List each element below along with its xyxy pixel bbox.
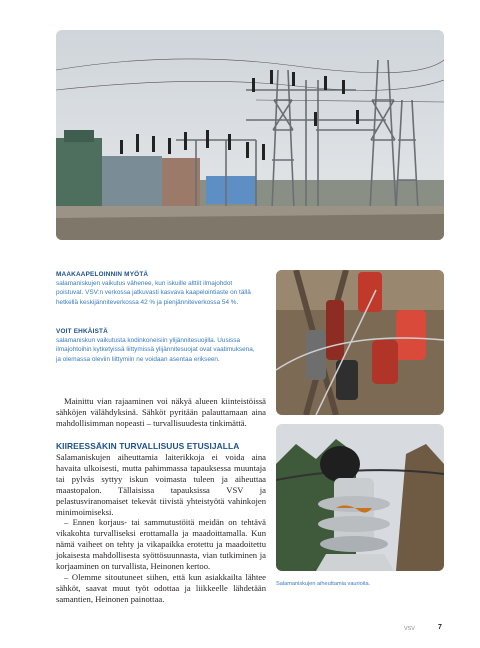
substation-photo [56, 30, 444, 240]
footer-org: VSV [404, 626, 415, 632]
page-number: 7 [438, 624, 442, 631]
paragraph: – Ennen korjaus- tai sammutustöitä meidän on tehtävä vikakohta turvalliseksi erottamalla ja maadoittamalla. Kun nämä vaiheet on tehty ja vikapaikka erotettu ja maadoitettu jokaisesta mahdollisesta syöttösuunnasta, vian tutkiminen ja korjaaminen on turvallista, Heinonen kertoo. [56, 517, 266, 572]
paragraph: – Olemme sitoutuneet siihen, että kun asiakkailta lähtee sähköt, saavat muut työt odottaa ja liikkeelle lähdetään samantien, Heinonen painottaa. [56, 571, 266, 604]
info-box-cabling [56, 271, 256, 307]
info-box-text: salamaniskujen vaikutus vähenee, kun iskuille alttiit ilmajohdot poistuvat. VSV:n verkossa jatkuvasti kasvava kaapelointiaste on tällä hetkellä keskijänniteverkossa 42 % ja pienjänniteverkossa 54 %. [56, 280, 251, 306]
paragraph: Mainittu vian rajaaminen voi näkyä alueen kiinteistöissä sähköjen välähdyksinä. Sähköt pyritään palauttamaan aina mahdollisimman nopeasti – turvallisuudesta tinkimättä. [56, 396, 266, 428]
surge-arrester-photo [276, 270, 444, 415]
info-box-title: VOIT EHKÄISTÄ [56, 328, 108, 335]
intro-paragraph [56, 396, 266, 429]
photo-caption: Salamaniskujen aiheuttamia vaurioita. [276, 581, 371, 587]
section-body [56, 452, 266, 605]
paragraph: Salamaniskujen aiheuttamia laiterikkoja ei voida aina havaita ulkoisesti, mutta pahimmassa tapauksessa muuntaja tai pylväs syttyy iskun voimasta tuleen ja aiheuttaa maastopalon. Tällaisissa tapauksissa VSV ja pelastusviranomaiset tekevät tiivistä yhteistyötä vahinkojen minimoimiseksi. [56, 452, 266, 517]
info-box-title: MAAKAAPELOINNIN MYÖTÄ [56, 271, 149, 278]
info-box-surge-protection [56, 328, 256, 364]
section-heading: KIIREESSÄKIN TURVALLISUUS ETUSIJALLA [56, 441, 240, 451]
info-box-text: salamaniskun vaikutusta kodinkoneisiin ylijännitesuojilla. Uusissa ilmajohtoihin kytketyissä liittymissä ylijännitesuojat ovat vaatimuksena, ja olemassa oleviin liittymiin ne voidaan asentaa erikseen. [56, 337, 255, 363]
damaged-insulator-photo [276, 424, 444, 571]
